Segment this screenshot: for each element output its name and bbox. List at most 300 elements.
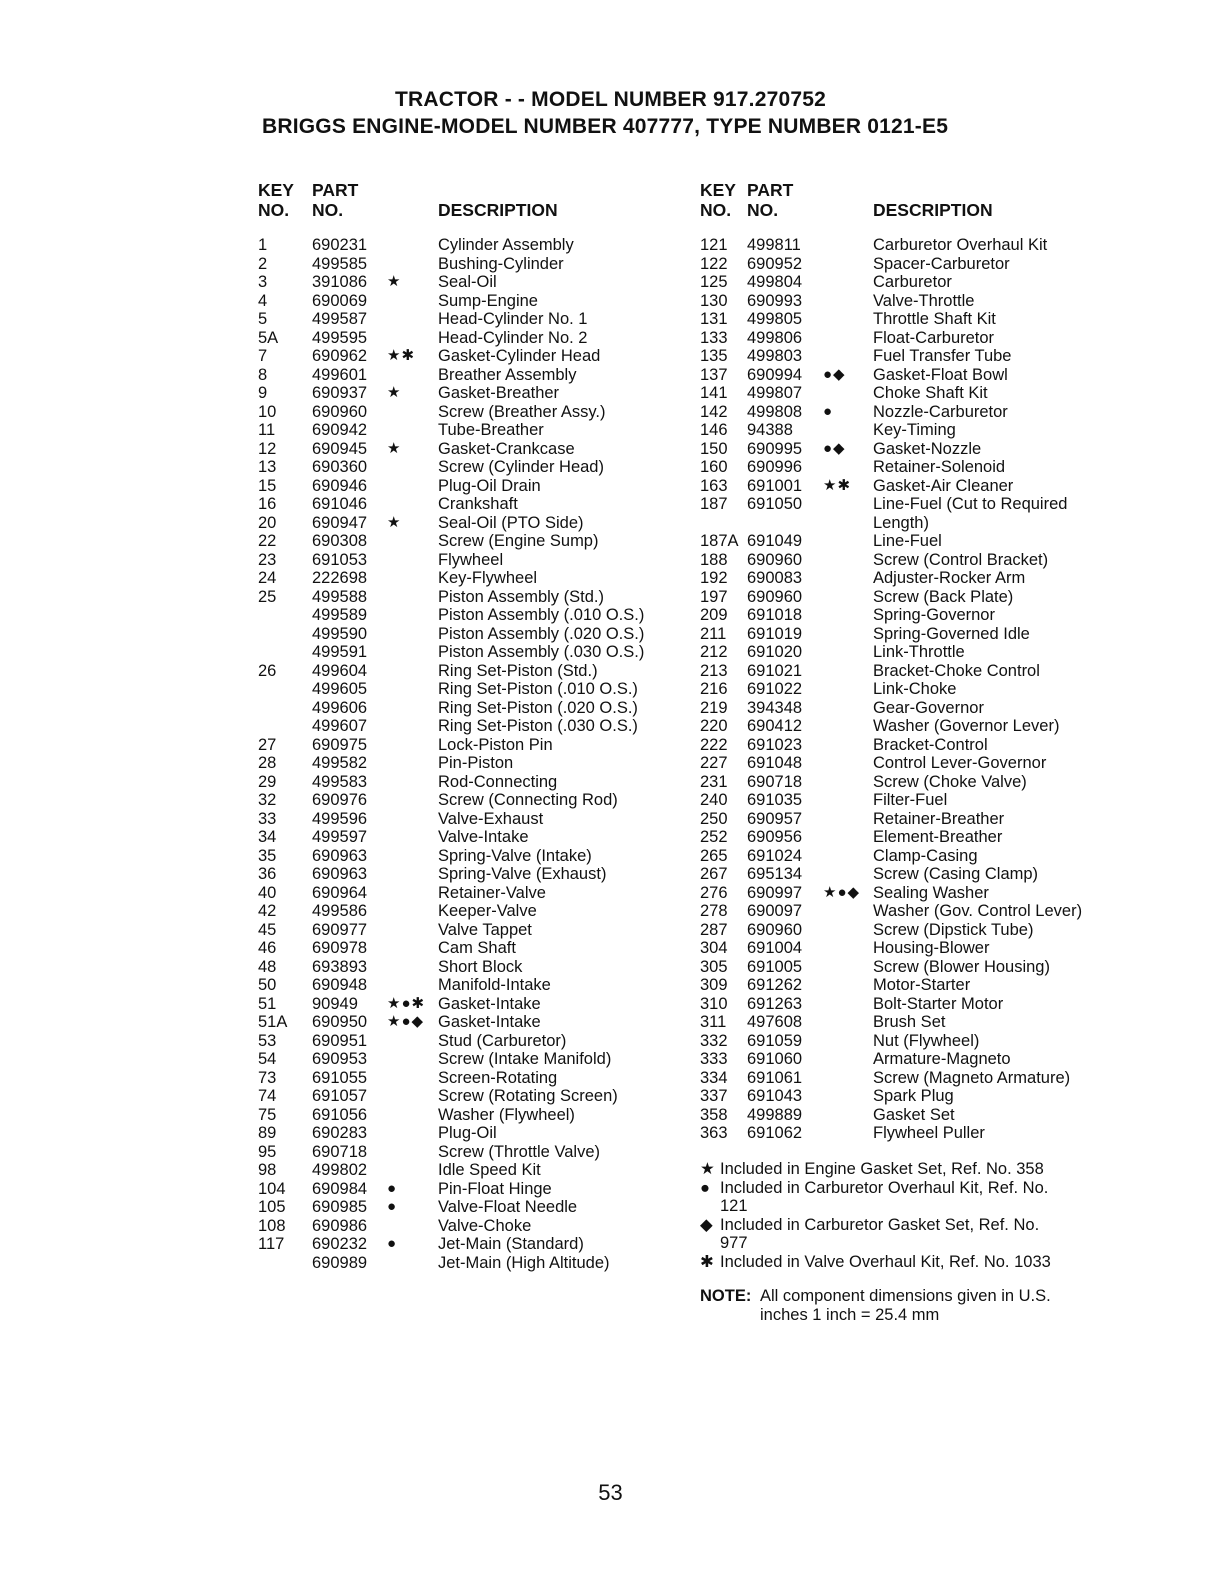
part-description: Spring-Valve (Intake) [438, 846, 592, 865]
key-no: 42 [258, 902, 277, 920]
key-no: 15 [258, 476, 277, 495]
table-row [700, 847, 1130, 866]
table-row [700, 995, 1130, 1014]
included-in-symbols: ★●◆ [823, 883, 861, 901]
part-no: 394348 [747, 698, 803, 717]
included-in-symbols: ★ [387, 384, 402, 401]
part-no: 499582 [312, 754, 368, 772]
footnote-symbol: ★ [700, 1160, 715, 1178]
table-row [258, 255, 698, 274]
part-description: Seal-Oil [438, 273, 497, 291]
included-in-symbols: ★✱ [823, 476, 852, 494]
table-row [258, 1143, 698, 1162]
included-in-symbols: ●◆ [823, 365, 846, 383]
footnote-text: Included in Engine Gasket Set, Ref. No. 358 [720, 1160, 1044, 1178]
table-row [258, 754, 698, 773]
table-row [700, 606, 1130, 625]
table-row [258, 1254, 698, 1273]
key-no: 332 [700, 1031, 728, 1050]
footnote [700, 1216, 1120, 1253]
table-row [258, 865, 698, 884]
key-no: 216 [700, 680, 728, 698]
table-row [258, 884, 698, 903]
part-no: 691001 [747, 476, 803, 495]
key-no: 305 [700, 957, 728, 976]
part-description: Nut (Flywheel) [873, 1031, 980, 1050]
key-no: 133 [700, 328, 728, 347]
part-description: Gasket-Air Cleaner [873, 476, 1014, 495]
part-description: Fuel Transfer Tube [873, 347, 1012, 365]
key-no: 23 [258, 550, 277, 569]
part-no: 690947 [312, 513, 368, 532]
table-row [700, 699, 1130, 718]
part-description: Gasket-Intake [438, 994, 541, 1013]
key-no: 28 [258, 754, 277, 772]
key-no: 137 [700, 365, 728, 384]
table-row [258, 717, 698, 736]
key-no: 222 [700, 735, 728, 754]
part-description: Bracket-Control [873, 735, 988, 754]
included-in-symbols: ★●✱ [387, 994, 426, 1012]
table-row [700, 662, 1130, 681]
part-description: Armature-Magneto [873, 1050, 1011, 1068]
key-no: 311 [700, 1013, 727, 1031]
part-description: Ring Set-Piston (Std.) [438, 661, 598, 680]
part-no: 691043 [747, 1087, 803, 1105]
part-description: Gear-Governor [873, 698, 984, 717]
table-row [700, 273, 1130, 292]
key-no: 250 [700, 809, 728, 828]
part-description: Cylinder Assembly [438, 236, 574, 254]
part-description: Screw (Back Plate) [873, 587, 1014, 606]
part-description: Washer (Gov. Control Lever) [873, 902, 1083, 920]
part-description: Key-Timing [873, 421, 956, 439]
table-row [258, 421, 698, 440]
part-no: 690946 [312, 476, 368, 495]
table-row [258, 1069, 698, 1088]
key-no: 89 [258, 1124, 277, 1142]
footnote [700, 1160, 1120, 1179]
key-no: 36 [258, 865, 277, 883]
footnote [700, 1253, 1120, 1272]
part-no: 499604 [312, 661, 368, 680]
part-description: Screw (Connecting Rod) [438, 791, 618, 809]
key-no: 135 [700, 347, 728, 365]
table-row [258, 995, 698, 1014]
key-no: 287 [700, 920, 728, 939]
part-no: 499586 [312, 902, 368, 920]
part-description: Gasket-Intake [438, 1013, 541, 1031]
part-description: Adjuster-Rocker Arm [873, 569, 1026, 587]
key-no: 10 [258, 402, 277, 421]
part-description: Clamp-Casing [873, 846, 978, 865]
footnote-text: Included in Carburetor Gasket Set, Ref. No. [720, 1215, 1040, 1234]
table-row [700, 680, 1130, 699]
part-description: Plug-Oil Drain [438, 476, 541, 495]
part-description: Filter-Fuel [873, 791, 948, 809]
part-description: Element-Breather [873, 828, 1003, 846]
key-no: 20 [258, 513, 277, 532]
part-description: Gasket-Crankcase [438, 439, 575, 458]
table-row [700, 1124, 1130, 1143]
part-description: Key-Flywheel [438, 569, 538, 587]
table-row [258, 532, 698, 551]
part-description: Piston Assembly (.010 O.S.) [438, 606, 645, 624]
part-no: 690994 [747, 365, 803, 384]
part-description: Spark Plug [873, 1087, 954, 1105]
key-no: 98 [258, 1161, 277, 1179]
key-no: 212 [700, 643, 728, 661]
part-description: Seal-Oil (PTO Side) [438, 513, 584, 532]
table-row [700, 569, 1130, 588]
part-no: 499807 [747, 384, 803, 402]
key-no: 125 [700, 273, 728, 291]
key-no: 33 [258, 809, 277, 828]
page-subtitle: BRIGGS ENGINE-MODEL NUMBER 407777, TYPE NUMBER 0121-E5 [262, 115, 949, 138]
footnote [700, 1179, 1120, 1216]
part-no: 690978 [312, 939, 368, 957]
part-no: 690951 [312, 1031, 368, 1050]
key-no: 35 [258, 846, 277, 865]
part-description: Screw (Engine Sump) [438, 532, 599, 550]
table-row [700, 1087, 1130, 1106]
included-in-symbols: ★●◆ [387, 1013, 425, 1030]
table-row [258, 699, 698, 718]
part-description: Jet-Main (Standard) [438, 1235, 584, 1253]
table-row [700, 458, 1130, 477]
part-no: 690069 [312, 291, 368, 310]
table-row [258, 791, 698, 810]
table-row [258, 1013, 698, 1032]
part-no: 690989 [312, 1253, 368, 1272]
table-row [700, 366, 1130, 385]
key-no: 16 [258, 495, 277, 513]
key-no: 51 [258, 994, 277, 1013]
part-no: 499601 [312, 365, 368, 384]
part-no: 690996 [747, 458, 803, 476]
key-no: 219 [700, 698, 728, 717]
part-no: 690412 [747, 717, 803, 735]
part-no: 690308 [312, 532, 368, 550]
table-row [700, 1106, 1130, 1125]
table-row [258, 477, 698, 496]
key-no: 163 [700, 476, 728, 495]
part-no: 691046 [312, 495, 368, 513]
table-row [258, 902, 698, 921]
part-no: 690952 [747, 254, 803, 273]
key-header-line2: NO. [700, 200, 732, 220]
part-description: Sealing Washer [873, 883, 989, 902]
table-row [700, 958, 1130, 977]
parts-column-right [700, 180, 1130, 1143]
table-row [258, 736, 698, 755]
part-no: 499591 [312, 643, 368, 661]
part-no: 499597 [312, 828, 368, 846]
part-description: Valve-Choke [438, 1216, 532, 1235]
part-description: Gasket Set [873, 1105, 955, 1124]
note-text: All component dimensions given in U.S. inches 1 inch = 25.4 mm [760, 1287, 1051, 1324]
table-row [700, 921, 1130, 940]
table-row [258, 773, 698, 792]
part-no: 499889 [747, 1105, 803, 1124]
part-no: 691048 [747, 754, 803, 772]
part-description: Length) [873, 513, 929, 532]
table-row [258, 569, 698, 588]
column-header [258, 180, 698, 224]
part-description: Throttle Shaft Kit [873, 310, 996, 328]
part-description: Brush Set [873, 1013, 946, 1031]
table-row [258, 310, 698, 329]
part-description: Piston Assembly (Std.) [438, 587, 604, 606]
part-no: 499803 [747, 347, 803, 365]
part-description: Spring-Valve (Exhaust) [438, 865, 607, 883]
part-header-line1: PART [312, 180, 359, 200]
part-no: 691049 [747, 532, 803, 550]
part-no: 691055 [312, 1068, 368, 1087]
part-no: 690960 [312, 402, 368, 421]
table-row [700, 902, 1130, 921]
description-header: DESCRIPTION [873, 200, 993, 220]
table-row [258, 403, 698, 422]
part-no: 690984 [312, 1179, 368, 1198]
part-no: 499585 [312, 254, 368, 273]
part-no: 499808 [747, 402, 803, 421]
table-row [258, 1124, 698, 1143]
table-row [258, 939, 698, 958]
part-no: 690231 [312, 236, 368, 254]
part-no: 691035 [747, 791, 803, 809]
key-no: 130 [700, 291, 728, 310]
table-row [258, 643, 698, 662]
included-in-symbols: ★✱ [387, 347, 416, 364]
part-no: 695134 [747, 865, 803, 883]
table-row [700, 292, 1130, 311]
table-row [258, 1032, 698, 1051]
part-no: 690360 [312, 458, 368, 476]
table-row [700, 810, 1130, 829]
key-no: 213 [700, 661, 728, 680]
key-no: 160 [700, 458, 728, 476]
table-row [700, 939, 1130, 958]
part-description: Pin-Float Hinge [438, 1179, 552, 1198]
key-no: 121 [700, 236, 728, 254]
table-row [258, 810, 698, 829]
parts-list-left [258, 236, 698, 1272]
part-no: 499606 [312, 698, 368, 717]
key-no: 309 [700, 976, 728, 994]
included-in-symbols: ● [387, 1235, 398, 1252]
table-row [258, 1087, 698, 1106]
table-row [700, 495, 1130, 514]
table-row [258, 551, 698, 570]
key-no: 363 [700, 1124, 728, 1142]
part-no: 690960 [747, 550, 803, 569]
part-description: Sump-Engine [438, 291, 538, 310]
part-description: Screw (Rotating Screen) [438, 1087, 618, 1105]
part-no: 499596 [312, 809, 368, 828]
part-no: 499806 [747, 328, 803, 347]
key-no: 108 [258, 1216, 286, 1235]
note-label: NOTE: [700, 1287, 752, 1305]
table-row [700, 1069, 1130, 1088]
part-description: Jet-Main (High Altitude) [438, 1253, 610, 1272]
part-description: Breather Assembly [438, 365, 577, 384]
part-description: Idle Speed Kit [438, 1161, 541, 1179]
part-no: 691056 [312, 1105, 368, 1124]
key-no: 5A [258, 328, 279, 347]
part-description: Screw (Casing Clamp) [873, 865, 1039, 883]
key-no: 192 [700, 569, 728, 587]
part-description: Gasket-Cylinder Head [438, 347, 601, 365]
key-no: 104 [258, 1179, 286, 1198]
part-description: Screw (Cylinder Head) [438, 458, 604, 476]
key-no: 53 [258, 1031, 277, 1050]
key-no: 187A [700, 532, 739, 550]
part-description: Washer (Flywheel) [438, 1105, 575, 1124]
table-row [258, 588, 698, 607]
part-no: 690718 [312, 1142, 368, 1161]
part-no: 499804 [747, 273, 803, 291]
part-no: 691060 [747, 1050, 803, 1068]
table-row [700, 791, 1130, 810]
part-description: Tube-Breather [438, 421, 544, 439]
table-row [700, 736, 1130, 755]
key-no: 117 [258, 1235, 285, 1253]
description-header: DESCRIPTION [438, 200, 558, 220]
part-no: 690997 [747, 883, 803, 902]
part-no: 90949 [312, 994, 358, 1013]
included-in-symbols: ★ [387, 439, 402, 457]
key-no: 75 [258, 1105, 277, 1124]
table-row [258, 458, 698, 477]
parts-column-left [258, 180, 698, 1272]
part-no: 690083 [747, 569, 803, 587]
part-no: 690283 [312, 1124, 368, 1142]
table-row [258, 366, 698, 385]
part-description: Keeper-Valve [438, 902, 537, 920]
key-no: 4 [258, 291, 268, 310]
included-in-symbols: ★ [387, 273, 402, 290]
key-no: 8 [258, 365, 268, 384]
part-no: 691005 [747, 957, 803, 976]
part-description: Valve-Float Needle [438, 1198, 578, 1216]
table-row [700, 403, 1130, 422]
part-no: 499587 [312, 310, 368, 328]
part-no: 690962 [312, 347, 368, 365]
key-no: 227 [700, 754, 728, 772]
part-description: Plug-Oil [438, 1124, 497, 1142]
table-row [700, 384, 1130, 403]
part-no: 691057 [312, 1087, 368, 1105]
key-header-line1: KEY [700, 180, 736, 200]
part-description: Flywheel Puller [873, 1124, 985, 1142]
footnote-continuation: 121 [720, 1197, 748, 1215]
part-no: 690995 [747, 439, 803, 458]
key-no: 211 [700, 624, 727, 643]
part-no: 691053 [312, 550, 368, 569]
part-header-line2: NO. [747, 200, 779, 220]
table-row [700, 717, 1130, 736]
part-no: 690960 [747, 920, 803, 939]
footnote-symbol: ◆ [700, 1215, 713, 1234]
key-no: 54 [258, 1050, 277, 1068]
table-row [258, 1235, 698, 1254]
part-no: 691024 [747, 846, 803, 865]
part-description: Retainer-Solenoid [873, 458, 1006, 476]
table-row [700, 551, 1130, 570]
table-row [700, 884, 1130, 903]
table-row [258, 828, 698, 847]
part-description: Piston Assembly (.020 O.S.) [438, 624, 645, 643]
part-description: Motor-Starter [873, 976, 971, 994]
table-row [258, 347, 698, 366]
part-description: Screw (Breather Assy.) [438, 402, 606, 421]
key-no: 358 [700, 1105, 728, 1124]
part-description: Piston Assembly (.030 O.S.) [438, 643, 645, 661]
part-no: 499589 [312, 606, 368, 624]
key-no: 252 [700, 828, 728, 846]
table-row [700, 255, 1130, 274]
part-description: Nozzle-Carburetor [873, 402, 1008, 421]
part-description: Lock-Piston Pin [438, 735, 553, 754]
key-no: 220 [700, 717, 728, 735]
part-no: 690957 [747, 809, 803, 828]
part-description: Short Block [438, 957, 523, 976]
part-description: Float-Carburetor [873, 328, 995, 347]
part-description: Bushing-Cylinder [438, 254, 564, 273]
part-no: 497608 [747, 1013, 803, 1031]
part-description: Cam Shaft [438, 939, 516, 957]
key-no: 27 [258, 735, 277, 754]
part-no: 690950 [312, 1013, 368, 1031]
part-header-line2: NO. [312, 200, 344, 220]
table-row [700, 643, 1130, 662]
parts-list-right [700, 236, 1130, 1143]
table-row [700, 773, 1130, 792]
part-no: 691023 [747, 735, 803, 754]
part-description: Link-Throttle [873, 643, 965, 661]
key-header-line2: NO. [258, 200, 290, 220]
part-no: 499588 [312, 587, 368, 606]
key-no: 5 [258, 310, 268, 328]
part-no: 691020 [747, 643, 803, 661]
part-no: 499595 [312, 328, 368, 347]
part-description: Stud (Carburetor) [438, 1031, 567, 1050]
part-no: 690963 [312, 865, 368, 883]
table-row [700, 976, 1130, 995]
table-row [258, 958, 698, 977]
part-no: 691050 [747, 495, 803, 513]
part-description: Line-Fuel (Cut to Required [873, 495, 1068, 513]
dimension-note [700, 1287, 1120, 1324]
table-row [258, 680, 698, 699]
table-row [700, 236, 1130, 255]
part-description: Screw (Throttle Valve) [438, 1142, 600, 1161]
key-no: 22 [258, 532, 277, 550]
part-description: Screw (Dipstick Tube) [873, 920, 1034, 939]
footnote-symbol: ✱ [700, 1252, 714, 1271]
table-row [258, 606, 698, 625]
part-description: Ring Set-Piston (.030 O.S.) [438, 717, 638, 735]
footnotes [700, 1160, 1120, 1324]
key-no: 95 [258, 1142, 277, 1161]
key-no: 40 [258, 883, 277, 902]
part-no: 693893 [312, 957, 368, 976]
key-no: 24 [258, 569, 277, 587]
key-no: 12 [258, 439, 277, 458]
key-no: 337 [700, 1087, 728, 1105]
table-row [700, 828, 1130, 847]
